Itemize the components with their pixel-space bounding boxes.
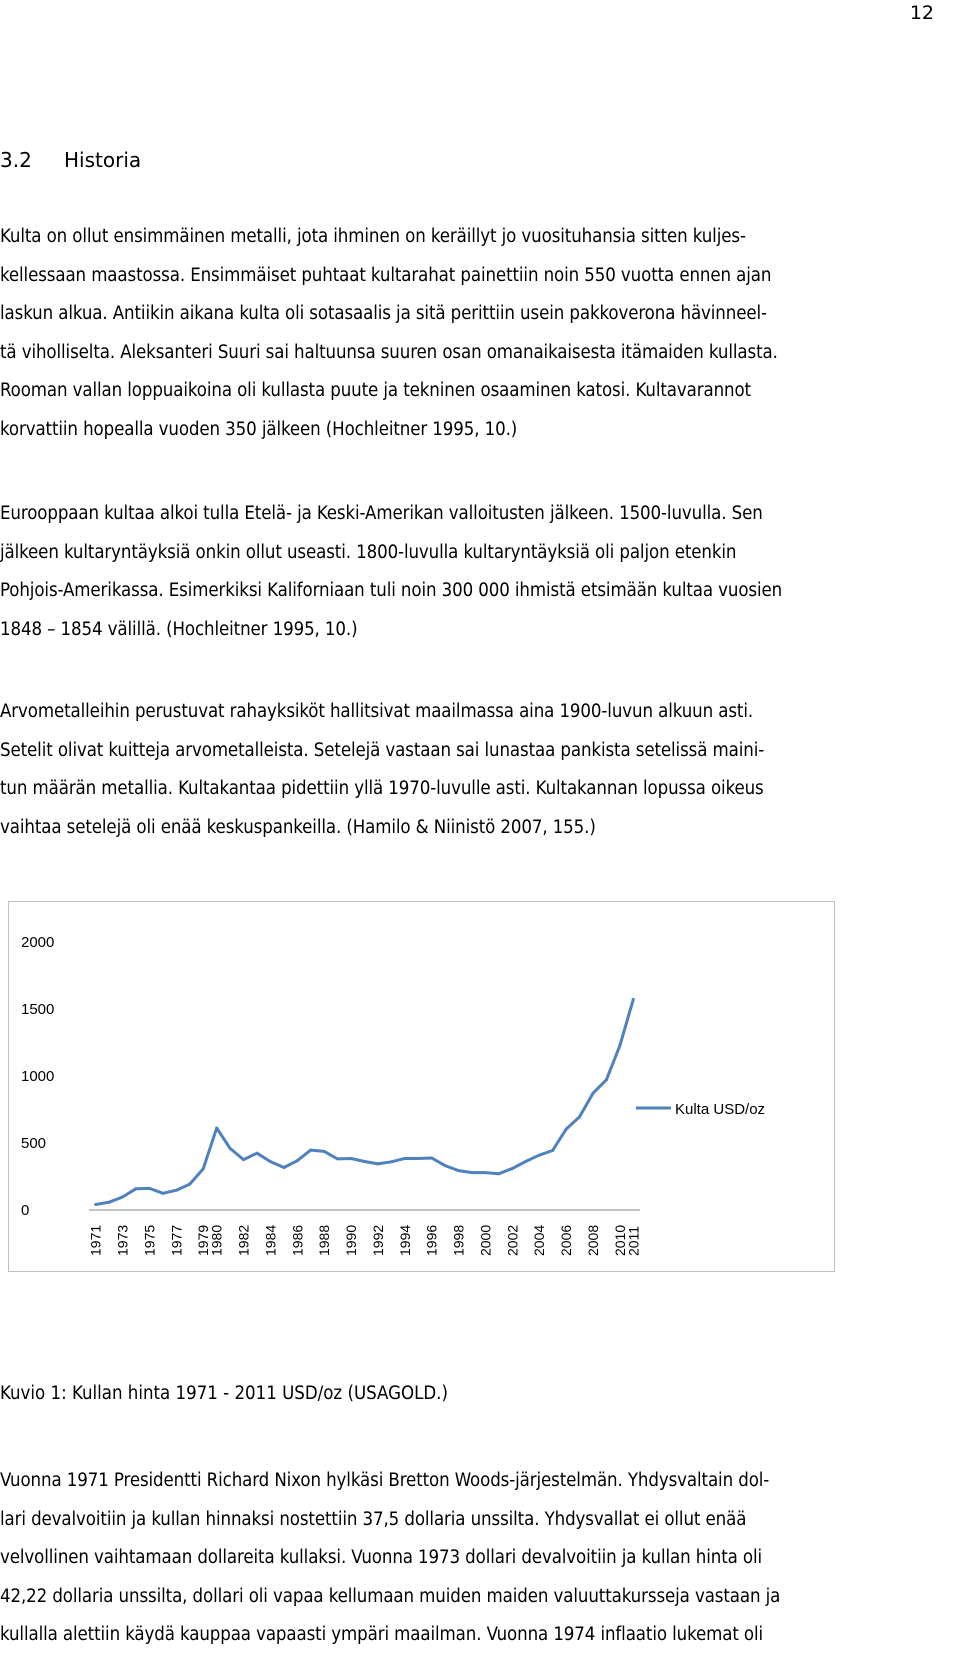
x-tick-label: 2006 [558, 1224, 575, 1256]
data-point [471, 1171, 474, 1174]
x-tick-label: 1986 [289, 1224, 306, 1256]
x-tick-label: 2010 [611, 1224, 628, 1256]
x-tick-label: 1996 [423, 1224, 440, 1256]
x-tick-label: 1973 [114, 1224, 131, 1256]
chart-canvas [9, 902, 836, 1273]
y-tick-label: 500 [21, 1135, 47, 1152]
paragraph-3 [0, 693, 930, 847]
text-line: Arvometalleihin perustuvat rahayksiköt hallitsivat maailmassa aina 1900-luvun alkuun asti. [0, 701, 754, 722]
x-tick-label: 1975 [141, 1224, 158, 1256]
data-point [444, 1164, 447, 1167]
data-point [229, 1147, 232, 1150]
x-tick-label: 1994 [396, 1224, 413, 1256]
data-point [336, 1157, 339, 1160]
y-tick-label: 2000 [21, 934, 55, 951]
data-point [417, 1157, 420, 1160]
x-tick-label: 1980 [208, 1224, 225, 1256]
data-point [108, 1201, 111, 1204]
legend-label: Kulta USD/oz [675, 1101, 766, 1118]
text-line: Kulta on ollut ensimmäinen metalli, jota ihminen on keräillyt jo vuosituhansia sitten kuljes- [0, 226, 746, 247]
x-tick-label: 2008 [584, 1224, 601, 1256]
text-line: 42,22 dollaria unssilta, dollari oli vapaa kellumaan muiden maiden valuuttakursseja vastaan ja [0, 1585, 781, 1607]
data-point [296, 1159, 299, 1162]
data-point [188, 1183, 191, 1186]
data-point [578, 1115, 581, 1118]
data-point [376, 1162, 379, 1165]
section-heading [0, 148, 141, 172]
data-point [121, 1196, 124, 1199]
data-point [565, 1128, 568, 1131]
x-tick-label: 1979 [195, 1224, 212, 1256]
x-tick-label: 1977 [168, 1224, 185, 1256]
text-line: laskun alkua. Antiikin aikana kulta oli sotasaalis ja sitä perittiin usein pakkoverona hävinneel- [0, 303, 767, 324]
data-point [511, 1167, 514, 1170]
x-tick-label: 1982 [235, 1224, 252, 1256]
y-tick-label: 1000 [21, 1068, 55, 1085]
data-point [161, 1192, 164, 1195]
text-line: lari devalvoitiin ja kullan hinnaksi nostettiin 37,5 dollaria unssilta. Yhdysvallat ei ollut enää [0, 1508, 747, 1530]
paragraph-4 [0, 1462, 930, 1655]
data-point [592, 1092, 595, 1095]
data-point [256, 1152, 259, 1155]
data-point [430, 1157, 433, 1160]
data-point [269, 1160, 272, 1163]
x-tick-label: 1988 [316, 1224, 333, 1256]
data-point [175, 1189, 178, 1192]
data-point [457, 1169, 460, 1172]
data-point [390, 1160, 393, 1163]
text-line: kellessaan maastossa. Ensimmäiset puhtaat kultarahat painettiin noin 550 vuotta ennen ajan [0, 264, 772, 286]
data-point [618, 1044, 621, 1047]
x-tick-label: 1984 [262, 1224, 279, 1256]
text-line: korvattiin hopealla vuoden 350 jälkeen (Hochleitner 1995, 10.) [0, 418, 518, 440]
text-line: 1848 – 1854 välillä. (Hochleitner 1995, 10.) [0, 618, 358, 640]
data-point [497, 1172, 500, 1175]
paragraph-2 [0, 495, 930, 649]
x-tick-label: 1998 [450, 1224, 467, 1256]
text-line: vaihtaa setelejä oli enää keskuspankeilla. (Hamilo & Niinistö 2007, 155.) [0, 816, 596, 838]
data-point [551, 1149, 554, 1152]
data-point [242, 1158, 245, 1161]
x-tick-label: 1992 [369, 1224, 386, 1256]
data-point [403, 1157, 406, 1160]
data-point [148, 1187, 151, 1190]
x-tick-label: 1971 [87, 1224, 104, 1256]
x-tick-label: 2011 [625, 1225, 642, 1256]
text-line: Eurooppaan kultaa alkoi tulla Etelä- ja Keski-Amerikan valloitusten jälkeen. 1500-luvulla. Sen [0, 503, 763, 524]
text-line: tä viholliselta. Aleksanteri Suuri sai haltuunsa suuren osan omanaikaisesta itämaiden kullasta. [0, 341, 778, 363]
data-point [605, 1078, 608, 1081]
data-point [484, 1171, 487, 1174]
data-point [363, 1160, 366, 1163]
data-point [350, 1157, 353, 1160]
y-tick-label: 1500 [21, 1001, 55, 1018]
data-point [135, 1187, 138, 1190]
data-point [202, 1167, 205, 1170]
data-point [282, 1166, 285, 1169]
data-point [323, 1150, 326, 1153]
paragraph-1 [0, 218, 930, 449]
x-tick-label: 2002 [504, 1224, 521, 1256]
figure-caption: Kuvio 1: Kullan hinta 1971 - 2011 USD/oz (USAGOLD.) [0, 1383, 448, 1404]
page-number: 12 [909, 2, 934, 24]
data-point [632, 998, 635, 1001]
text-line: Vuonna 1971 Presidentti Richard Nixon hylkäsi Bretton Woods-järjestelmän. Yhdysvaltain dol- [0, 1470, 770, 1491]
text-line: velvollinen vaihtamaan dollareita kullaksi. Vuonna 1973 dollari devalvoitiin ja kullan hinta oli [0, 1547, 763, 1568]
text-line: Rooman vallan loppuaikoina oli kullasta puute ja tekninen osaaminen katosi. Kultavarannot [0, 380, 751, 401]
y-tick-label: 0 [21, 1202, 30, 1219]
x-tick-label: 1990 [343, 1224, 360, 1256]
series-line-kulta [96, 999, 634, 1204]
data-point [309, 1149, 312, 1152]
data-point [538, 1154, 541, 1157]
text-line: jälkeen kultaryntäyksiä onkin ollut useasti. 1800-luvulla kultaryntäyksiä oli paljon etenkin [0, 541, 737, 563]
text-line: Setelit olivat kuitteja arvometalleista. Setelejä vastaan sai lunastaa pankista setelissä maini- [0, 739, 765, 761]
gold-price-chart [8, 901, 835, 1272]
data-point [215, 1127, 218, 1130]
data-point [94, 1203, 97, 1206]
section-number: 3.2 [0, 148, 32, 172]
text-line: kullalla alettiin käydä kauppaa vapaasti ympäri maailman. Vuonna 1974 inflaatio lukemat oli [0, 1624, 764, 1645]
section-title: Historia [64, 148, 142, 172]
data-point [524, 1160, 527, 1163]
text-line: tun määrän metallia. Kultakantaa pidettiin yllä 1970-luvulle asti. Kultakannan lopussa oikeus [0, 778, 764, 799]
x-tick-label: 2000 [477, 1224, 494, 1256]
text-line: Pohjois-Amerikassa. Esimerkiksi Kaliforniaan tuli noin 300 000 ihmistä etsimään kultaa vuosien [0, 580, 783, 601]
x-tick-label: 2004 [531, 1224, 548, 1256]
